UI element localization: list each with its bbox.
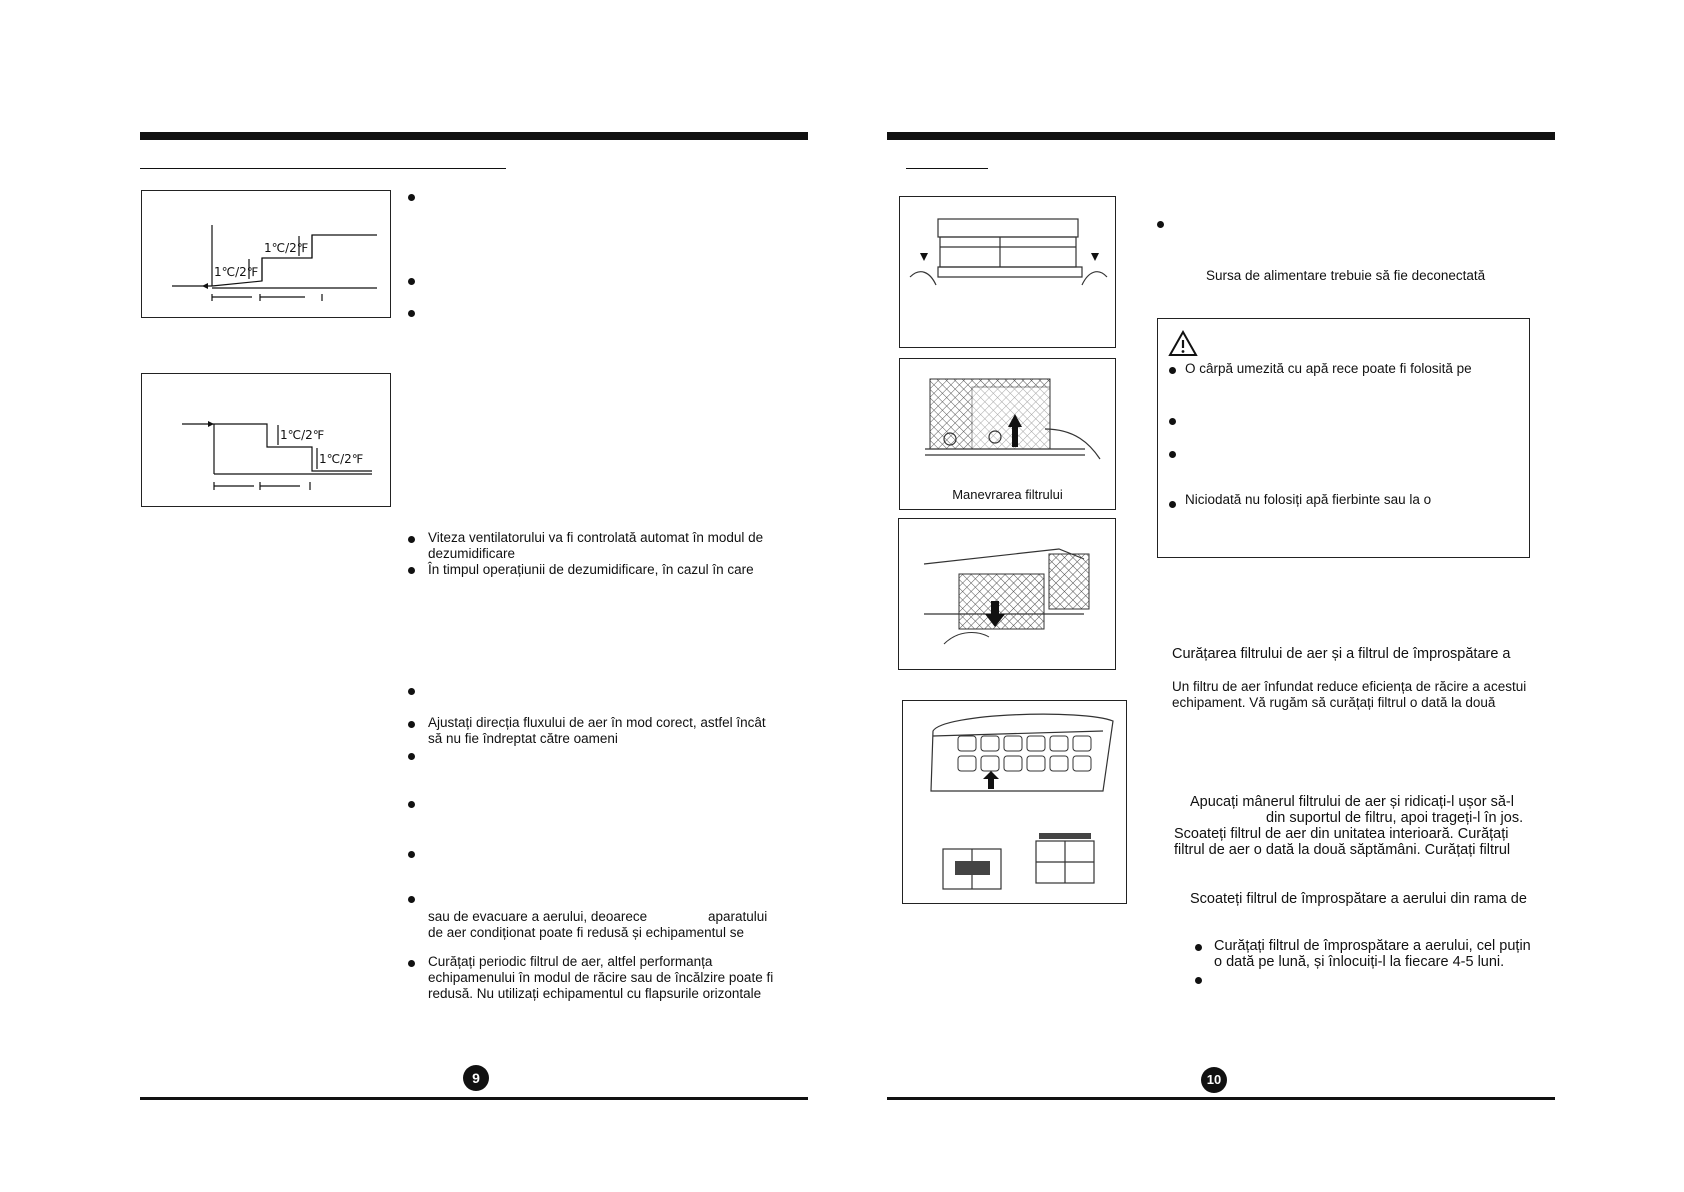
bullet — [408, 896, 415, 903]
intro-line-2: echipament. Vă rugăm să curățați filtrul o dată la două — [1172, 695, 1496, 710]
airflow-line-1: Ajustați direcția fluxului de aer în mod corect, astfel încât — [428, 715, 766, 730]
left-title-underline — [140, 168, 506, 169]
dehum-bullet-2: În timpul operațiunii de dezumidificare, în cazul în care — [428, 562, 754, 577]
warning-line-1: O cârpă umezită cu apă rece poate fi folosită pe — [1185, 361, 1472, 376]
evacuation-line-1a: sau de evacuare a aerului, deoarece — [428, 909, 648, 924]
bullet — [1169, 501, 1176, 508]
bullet — [408, 851, 415, 858]
filter-handling-illustration — [899, 358, 1116, 510]
bullet — [408, 801, 415, 808]
bullet — [1195, 977, 1202, 984]
warning-line-2: Niciodată nu folosiți apă fierbinte sau la o — [1185, 492, 1432, 507]
step-line-4: filtrul de aer o dată la două săptămâni. Curățați filtrul — [1174, 842, 1511, 858]
refresh-bullet-line-2: o dată pe lună, și înlocuiți-l la fiecare 4-5 luni. — [1214, 954, 1505, 970]
step-label-upper: 1℃/2℉ — [280, 428, 325, 442]
dehum-bullet-1: Viteza ventilatorului va fi controlată automat în modul de — [428, 530, 764, 545]
filter-section-heading: Curățarea filtrului de aer și a filtrul de împrospătare a — [1172, 646, 1511, 662]
bullet — [408, 567, 415, 574]
bullet — [408, 536, 415, 543]
step-line-1: Apucați mânerul filtrului de aer și ridicați-l ușor să-l — [1190, 794, 1514, 810]
refresh-filter-line: Scoateți filtrul de împrospătare a aerului din rama de — [1190, 891, 1527, 907]
bullet — [1169, 451, 1176, 458]
right-bottom-rule — [887, 1097, 1555, 1100]
bullet — [408, 721, 415, 728]
warning-triangle-icon — [1168, 329, 1198, 359]
clean-line-2: echipamenului în modul de răcire sau de încălzire poate fi — [428, 970, 774, 985]
clean-line-1: Curățați periodic filtrul de aer, altfel performanța — [428, 954, 713, 969]
bullet — [1169, 367, 1176, 374]
page-number-left: 9 — [463, 1065, 489, 1091]
step-line-2: din suportul de filtru, apoi trageți-l în jos. — [1266, 810, 1524, 826]
evacuation-line-2: de aer condiționat poate fi redusă și echipamentul se — [428, 925, 744, 940]
power-disconnect-note: Sursa de alimentare trebuie să fie deconectată — [1206, 268, 1486, 283]
airflow-line-2: să nu fie îndreptat către oameni — [428, 731, 618, 746]
right-top-bar — [887, 132, 1555, 140]
step-label-upper: 1℃/2℉ — [264, 241, 309, 255]
bullet — [1195, 944, 1202, 951]
bullet — [1157, 221, 1164, 228]
refresh-bullet-line-1: Curățați filtrul de împrospătare a aerului, cel puțin — [1214, 938, 1531, 954]
warning-box — [1157, 318, 1530, 558]
dehum-bullet-1-cont: dezumidificare — [428, 546, 516, 561]
bullet — [408, 960, 415, 967]
evacuation-line-1b: aparatului — [708, 909, 768, 924]
bullet — [408, 688, 415, 695]
filter-pull-down-illustration — [898, 518, 1116, 670]
indoor-unit-open-panel-illustration — [899, 196, 1116, 348]
air-filter-removal-illustration — [902, 700, 1127, 904]
step-label-lower: 1℃/2℉ — [319, 452, 364, 466]
clean-line-3: redusă. Nu utilizați echipamentul cu flapsurile orizontale — [428, 986, 762, 1001]
right-title-underline — [906, 168, 988, 169]
bullet — [408, 194, 415, 201]
bullet — [408, 310, 415, 317]
step-line-3: Scoateți filtrul de aer din unitatea interioară. Curățați — [1174, 826, 1509, 842]
bullet — [408, 753, 415, 760]
bullet — [408, 278, 415, 285]
left-top-bar — [140, 132, 808, 140]
page-number-right: 10 — [1201, 1067, 1227, 1093]
left-bottom-rule — [140, 1097, 808, 1100]
bullet — [1169, 418, 1176, 425]
intro-line-1: Un filtru de aer înfundat reduce eficiența de răcire a acestui — [1172, 679, 1527, 694]
step-label-lower: 1℃/2℉ — [214, 265, 259, 279]
filter-handling-caption: Manevrarea filtrului — [952, 487, 1063, 502]
temperature-step-diagram-bottom — [141, 373, 391, 507]
temperature-step-diagram-top — [141, 190, 391, 318]
